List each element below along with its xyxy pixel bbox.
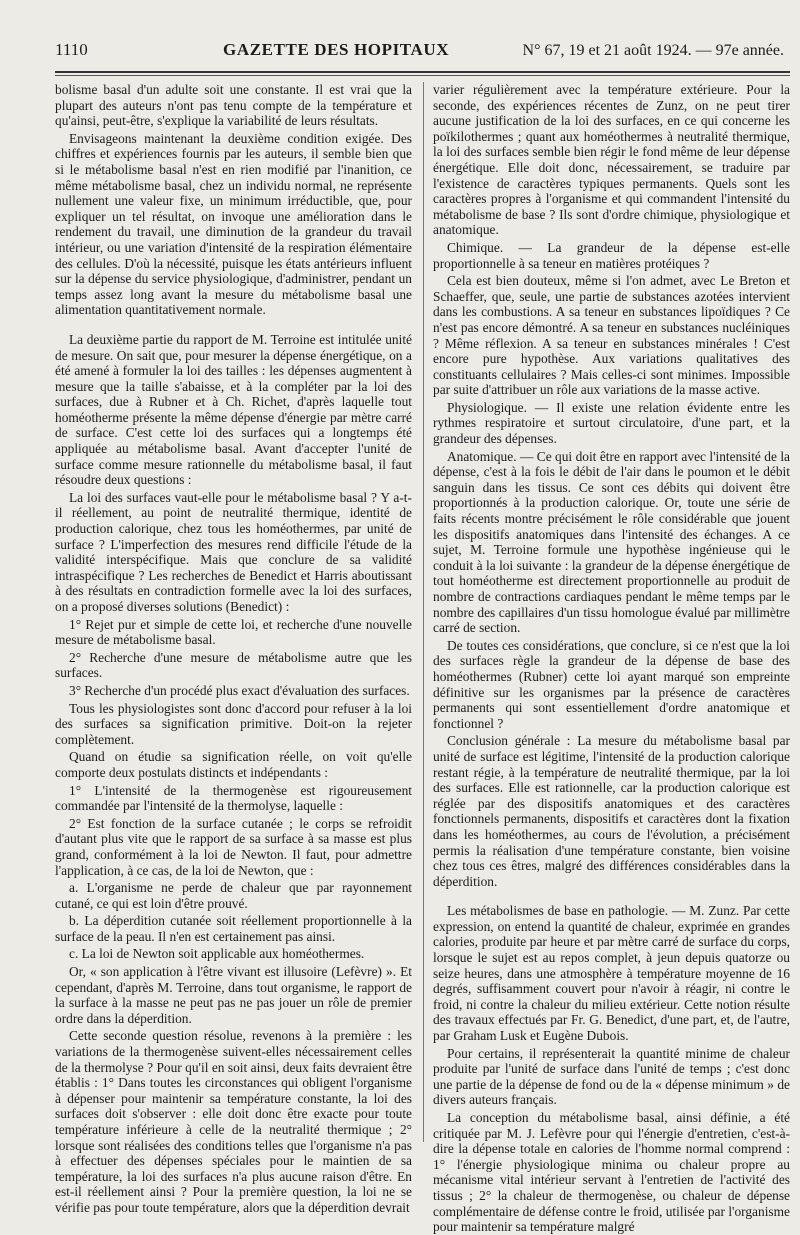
paragraph: bolisme basal d'un adulte soit une constante. Il est vrai que la plupart des auteurs n'ont pas tenu compte de la température et qu'ainsi, peut-être, s'explique la variabilité de leurs résultats. [55,82,412,129]
paragraph: Envisageons maintenant la deuxième condition exigée. Des chiffres et expériences fournis par les auteurs, il semble bien que si le métabolisme basal n'est en rien modifié par l'inanition, ce même métabolisme basal, chez un individu normal, ne représente nullement une valeur fixe, un minimum irréductible, que, pour expliquer un tel résultat, on invoque une amélioration dans le rendement du travail, une diminution de la grandeur du travail intérieur, ou une variation d'intensité de la respiration élémentaire des cellules. D'où la nécessité, puisque les états antérieurs influent sur la dépense du service physiologique, d'administrer, pendant un temps assez long avant la mesure du métabolisme basal une alimentation quantitativement normale. [55,130,412,318]
paragraph: varier régulièrement avec la température extérieure. Pour la seconde, des expériences récentes de Zunz, on ne peut tirer aucune justification de la loi des surfaces, en ce qui concerne les poïkilothermes ; quant aux homéothermes à neutralité thermique, la loi des surfaces semble bien régir le fond même de leur dépense énergétique. Elle doit donc, nécessairement, se traduire par l'existence de caractères typiques permanents. Quels sont les caractères propres à l'organisme et qui commandent l'intensité du métabolisme de base ? Ils sont d'ordre chimique, physiologique et anatomique. [433,82,790,238]
list-item: 1° L'intensité de la thermogenèse est rigoureusement commandée par l'intensité de la thermolyse, laquelle : [55,782,412,814]
paragraph: Pour certains, il représenterait la quantité minime de chaleur produite par l'unité de surface dans l'unité de temps ; c'est donc une partie de la dépense de fond ou de la « dépense minimum » de divers auteurs français. [433,1045,790,1108]
header-rule-thin [55,75,790,76]
list-item: 3° Recherche d'un procédé plus exact d'évaluation des surfaces. [69,682,410,698]
paragraph: Physiologique. — Il existe une relation évidente entre les rythmes respiratoire et surtout circulatoire, d'une part, et la grandeur des dépenses. [433,399,790,447]
paragraph: Les métabolismes de base en pathologie. — M. Zunz. Par cette expression, on entend la quantité de chaleur, exprimée en grandes calories, produite par heure et par mètre carré de surface du corps, lorsque le sujet est au repos complet, à jeun depuis quatorze ou seize heures, dans une atmosphère à température moyenne de 16 degrés, suffisamment couvert pour n'avoir à réagir, ni contre le froid, ni contre la chaleur du milieu extérieur. Cette notion résulte des travaux effectués par Fr. G. Benedict, d'une part, et, de l'autre, par Graham Lusk et Eugène Dubois. [433,903,790,1044]
list-item: 2° Recherche d'une mesure de métabolisme autre que les surfaces. [55,649,412,681]
list-item: c. La loi de Newton soit applicable aux homéothermes. [69,946,365,962]
paragraph: De toutes ces considérations, que conclure, si ce n'est que la loi des surfaces règle la grandeur de la dépense de base des homéothermes (Rubner) cette loi ayant marqué son empreinte définitive sur les organismes par la présence de caractères permanents qui sont essentiellement d'ordre anatomique et fonctionnel ? [433,637,790,731]
paragraph: La loi des surfaces vaut-elle pour le métabolisme basal ? Y a-t-il réellement, au point de neutralité thermique, identité de production calorique, chez tous les homéothermes, par unité de surface ? L'imperfection des mesures rend difficile l'étude de la validité interspécifique. Mais que conclure de sa validité intraspécifique ? Les recherches de Benedict et Harris aboutissant à des résultats en contradiction formelle avec la loi des surfaces, on a proposé diverses solutions (Benedict) : [55,489,412,614]
list-item: 2° Est fonction de la surface cutanée ; le corps se refroidit d'autant plus vite que le rapport de sa surface à sa masse est plus grand, conformément à la loi de Newton. Il faut, pour admettre l'application, à ce cas, de la loi de Newton, que : [55,815,412,878]
paragraph: Conclusion générale : La mesure du métabolisme basal par unité de surface est légitime, l'intensité de la production calorique restant régie, à la température de neutralité thermique, par la loi des surfaces. Elle est rationnelle, car la production calorique est réglée par des dispositifs anatomiques et des caractères fonctionnels permanents, dispositifs et caractères dont la fixation dans les homéothermes, au cours de l'évolution, a précisément permis la réalisation d'une température constante, bien voisine chez tous ces êtres, malgré des différences considérables dans la déperdition. [433,733,790,889]
paragraph: Chimique. — La grandeur de la dépense est-elle proportionnelle à sa teneur en matières protéiques ? [433,239,790,271]
list-item: b. La déperdition cutanée soit réellement proportionnelle à la surface de la peau. Il n'en est certainement pas ainsi. [55,913,412,944]
issue-info: N° 67, 19 et 21 août 1924. — 97e année. [522,42,784,59]
header-rule [55,71,790,73]
right-column [433,82,790,1235]
paragraph: La conception du métabolisme basal, ainsi définie, a été critiquée par M. J. Lefèvre pour qui l'énergie d'entretien, c'est-à-dire la dépense totale en calories de l'homme normal comprend : 1° l'énergie physiologique minima ou chaleur propre au mécanisme vital intérieur servant à l'entretien de l'activité des tissus ; 2° la chaleur de thermogenèse, ou chaleur de dépense complémentaire de défense contre le froid, utilisée par l'organisme pour maintenir sa température malgré [433,1110,790,1235]
paragraph: Anatomique. — Ce qui doit être en rapport avec l'intensité de la dépense, c'est à la fois le débit de l'air dans le poumon et le débit sanguin dans les tissus. Ce sont ces débits qui doivent être proportionnés à la production calorique. Or, toute une série de faits récents montre précisément le rôle considérable que jouent les dispositifs anatomiques dans l'intensité des échanges. A ce sujet, M. Terroine formule une hypothèse ingénieuse qui le conduit à la loi suivante : la grandeur de la dépense énergétique de tout homéotherme est directement proportionnelle au produit de nombre de contractions cardiaques pendant le même temps par le nombre des capillaires d'un tissu homologue évalué par millimètre carré de section. [433,448,790,636]
list-item: 1° Rejet pur et simple de cette loi, et recherche d'une nouvelle mesure de métabolisme basal. [55,616,412,648]
paragraph: Tous les physiologistes sont donc d'accord pour refuser à la loi des surfaces sa signification primitive. Doit-on la rejeter complètement. [55,700,412,747]
page-number: 1110 [55,40,88,59]
paragraph: Cela est bien douteux, même si l'on admet, avec Le Breton et Schaeffer, que, seule, une partie de substances azotées intervient dans les combustions. A sa teneur en substances lipoïdiques ? Ce n'est pas encore démontré. A sa teneur en substances nucléiniques ? Même réflexion. A sa teneur en substances minérales ! C'est encore pure hypothèse. Aux variations qualitatives des constituants cellulaires ? Mais celles-ci sont minimes. Impossible par suite d'attribuer un rôle aux variations de la masse active. [433,273,790,398]
page-header [55,40,790,70]
paragraph: Cette seconde question résolue, revenons à la première : les variations de la thermogenèse suivent-elles nécessairement celles de la thermolyse ? Pour qu'il en soit ainsi, deux faits devraient être établis : 1° Dans toutes les circonstances qui obligent l'organisme à dépenser pour maintenir sa température constante, la loi des surfaces doit s'observer : elle doit donc être exacte pour toute température inférieure à celle de la neutralité thermique ; 2° lorsque sont réalisées des conditions telles que l'organisme n'a pas à effectuer des dépenses spéciales pour le maintien de sa température, la loi des surfaces n'a plus aucune raison d'être. En est-il réellement ainsi ? Pour la première question, la loi ne se vérifie pas pour toute température, alors que la déperdition devrait [55,1028,412,1215]
paragraph: La deuxième partie du rapport de M. Terroine est intitulée unité de mesure. On sait que, pour mesurer la dépense énergétique, on a été amené à formuler la loi des tailles : les dépenses augmentent à mesure que la taille s'abaisse, et à la compléter par la loi des surfaces, due à Rubner et à Ch. Richet, d'après laquelle tout homéotherme présente la même dépense d'énergie par mètre carré de surface. C'est cette loi des surfaces qui a longtemps été appliquée au métabolisme basal. Avant d'accepter l'unité de surface comme mesure rationnelle du métabolisme basal, il faut résoudre deux questions : [55,331,412,488]
paragraph: Quand on étudie sa signification réelle, on voit qu'elle comporte deux postulats distincts et indépendants : [55,749,412,780]
list-item: a. L'organisme ne perde de chaleur que par rayonnement cutané, ce qui est loin d'être prouvé. [55,880,412,911]
left-column [55,82,412,1215]
column-divider [423,82,424,1142]
paragraph: Or, « son application à l'être vivant est illusoire (Lefèvre) ». Et cependant, d'après M. Terroine, dans tout organisme, le rapport de la surface à la masse ne peut pas ne pas jouer un rôle de premier ordre dans la déperdition. [55,964,412,1026]
journal-title: GAZETTE DES HOPITAUX [223,40,450,59]
